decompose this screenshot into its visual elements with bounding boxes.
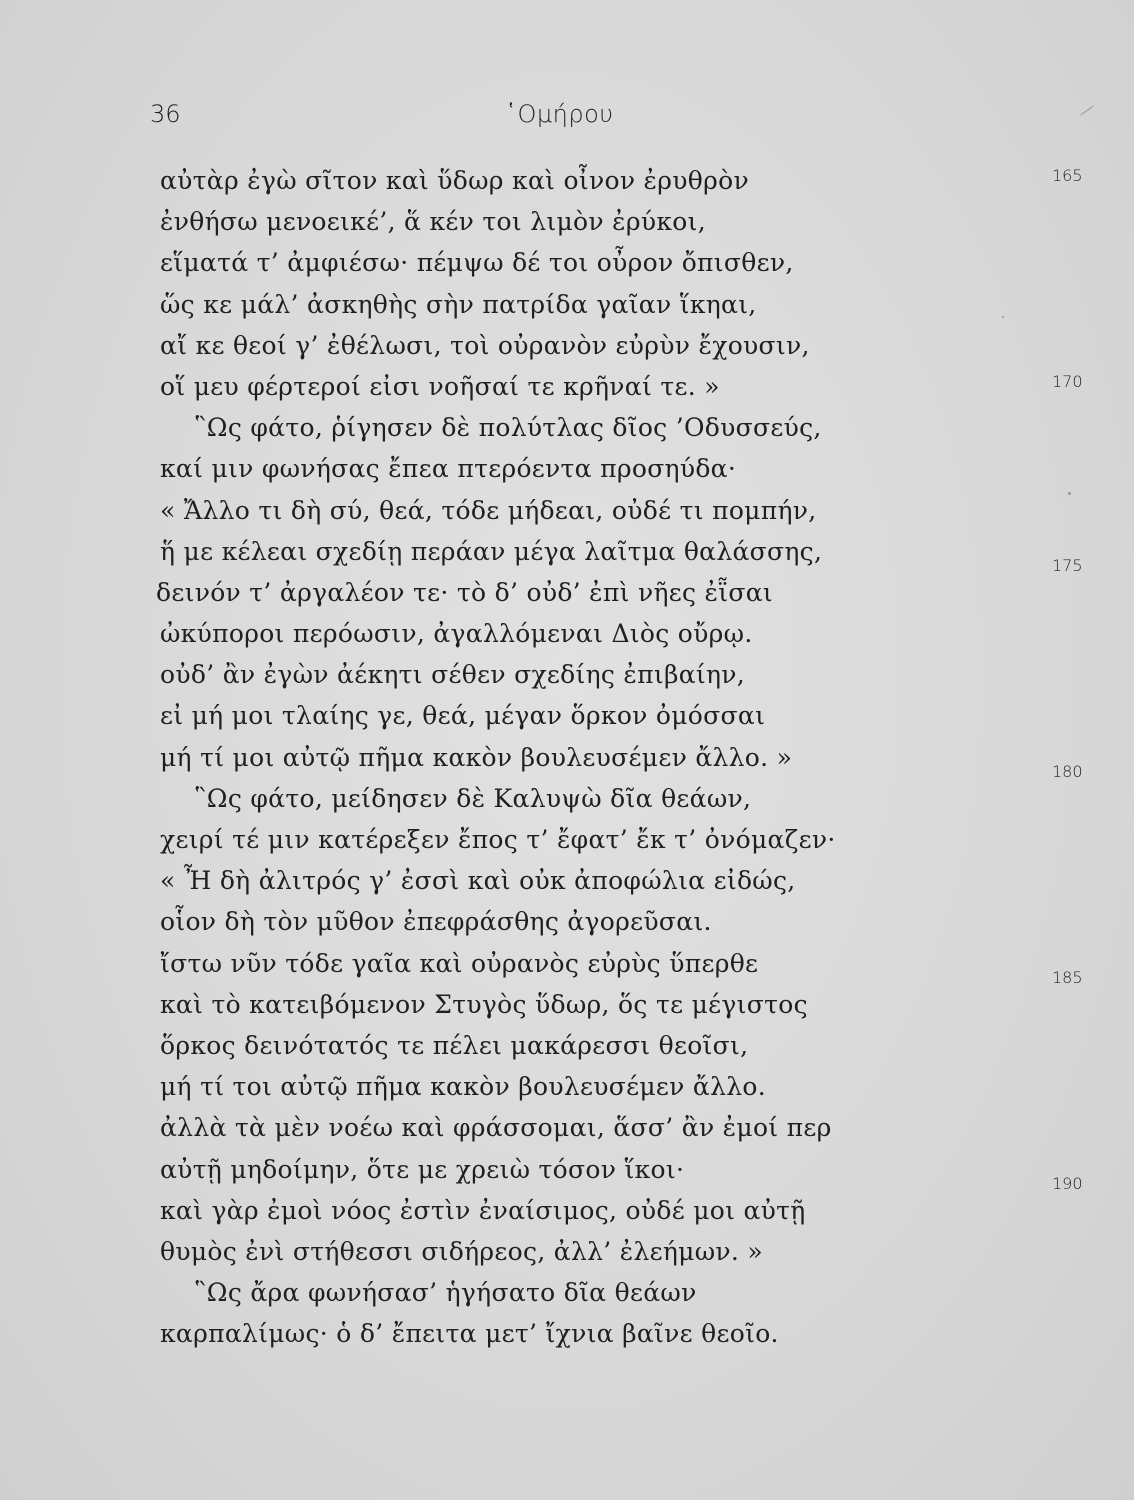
line-number: 180 bbox=[1052, 762, 1083, 781]
verse-line: ῝Ως φάτο, ῥίγησεν δὲ πολύτλας δῖος ’Οδυσσεύς, bbox=[194, 413, 822, 443]
line-number: 190 bbox=[1052, 1174, 1083, 1193]
running-title: ῾Ομήρου bbox=[505, 100, 614, 128]
verse-line: « Ἦ δὴ ἀλιτρός γ’ ἐσσὶ καὶ οὐκ ἀποφώλια εἰδώς, bbox=[160, 866, 796, 896]
line-number: 175 bbox=[1052, 556, 1083, 575]
verse-line: καί μιν φωνήσας ἔπεα πτερόεντα προσηύδα· bbox=[160, 454, 737, 484]
verse-line: ἴστω νῦν τόδε γαῖα καὶ οὐρανὸς εὐρὺς ὕπερθε bbox=[160, 948, 759, 978]
paper-mark bbox=[1079, 105, 1094, 116]
verse-line: καὶ γὰρ ἐμοὶ νόος ἐστὶν ἐναίσιμος, οὐδέ μοι αὐτῇ bbox=[160, 1195, 806, 1225]
paper-speck bbox=[1068, 492, 1071, 495]
verse-line: μή τί τοι αὐτῷ πῆμα κακὸν βουλευσέμεν ἄλλο. bbox=[160, 1072, 766, 1102]
verse-line: ἥ με κέλεαι σχεδίῃ περάαν μέγα λαῖτμα θαλάσσης, bbox=[160, 536, 823, 566]
verse-line: χειρί τέ μιν κατέρεξεν ἔπος τ’ ἔφατ’ ἔκ τ’ ὀνόμαζεν· bbox=[160, 825, 836, 854]
verse-line: ὠκύποροι περόωσιν, ἀγαλλόμεναι Διὸς οὔρῳ. bbox=[160, 619, 753, 649]
verse-line: οἵ μευ φέρτεροί εἰσι νοῆσαί τε κρῆναί τε. » bbox=[160, 371, 720, 401]
verse-line: αὐτῇ μηδοίμην, ὅτε με χρειὼ τόσον ἵκοι· bbox=[160, 1154, 685, 1184]
verse-line: ὅρκος δεινότατός τε πέλει μακάρεσσι θεοῖσι, bbox=[160, 1030, 749, 1060]
verse-line: εἵματά τ’ ἀμφιέσω· πέμψω δέ τοι οὖρον ὄπισθεν, bbox=[160, 248, 794, 278]
verse-line: δεινόν τ’ ἀργαλέον τε· τὸ δ’ οὐδ’ ἐπὶ νῆες ἐῗσαι bbox=[156, 577, 773, 607]
verse-line: οἷον δὴ τὸν μῦθον ἐπεφράσθης ἀγορεῦσαι. bbox=[160, 907, 712, 937]
verse-line: ἐνθήσω μενοεικέ’, ἅ κέν τοι λιμὸν ἐρύκοι, bbox=[160, 207, 706, 237]
verse-line: μή τί μοι αὐτῷ πῆμα κακὸν βουλευσέμεν ἄλλο. » bbox=[160, 742, 793, 772]
line-number: 165 bbox=[1052, 166, 1083, 185]
verse-line: ῝Ως φάτο, μείδησεν δὲ Καλυψὼ δῖα θεάων, bbox=[194, 783, 752, 813]
running-head bbox=[150, 100, 950, 140]
page-number: 36 bbox=[150, 100, 181, 128]
line-number: 170 bbox=[1052, 372, 1083, 391]
verse-line: αἴ κε θεοί γ’ ἐθέλωσι, τοὶ οὐρανὸν εὐρὺν ἔχουσιν, bbox=[160, 330, 810, 360]
verse-line: εἰ μή μοι τλαίης γε, θεά, μέγαν ὅρκον ὀμόσσαι bbox=[160, 701, 766, 731]
verse-line: « Ἄλλο τι δὴ σύ, θεά, τόδε μήδεαι, οὐδέ τι πομπήν, bbox=[160, 495, 817, 525]
verse-line: οὐδ’ ἂν ἐγὼν ἀέκητι σέθεν σχεδίης ἐπιβαίην, bbox=[160, 660, 746, 690]
verse-block bbox=[156, 160, 1020, 1354]
verse-line: ὥς κε μάλ’ ἀσκηθὴς σὴν πατρίδα γαῖαν ἵκηαι, bbox=[160, 289, 757, 319]
verse-line: καὶ τὸ κατειβόμενον Στυγὸς ὕδωρ, ὅς τε μέγιστος bbox=[160, 989, 808, 1019]
line-number: 185 bbox=[1052, 968, 1083, 987]
verse-line: καρπαλίμως· ὁ δ’ ἔπειτα μετ’ ἴχνια βαῖνε θεοῖο. bbox=[160, 1319, 779, 1349]
verse-line: ῝Ως ἄρα φωνήσασ’ ἡγήσατο δῖα θεάων bbox=[194, 1278, 697, 1308]
paper-speck bbox=[1002, 316, 1004, 318]
verse-line: αὐτὰρ ἐγὼ σῖτον καὶ ὕδωρ καὶ οἶνον ἐρυθρὸν bbox=[160, 166, 749, 195]
verse-line: θυμὸς ἐνὶ στήθεσσι σιδήρεος, ἀλλ’ ἐλεήμων. » bbox=[160, 1236, 763, 1266]
verse-line: ἀλλὰ τὰ μὲν νοέω καὶ φράσσομαι, ἅσσ’ ἂν ἐμοί περ bbox=[160, 1113, 832, 1143]
